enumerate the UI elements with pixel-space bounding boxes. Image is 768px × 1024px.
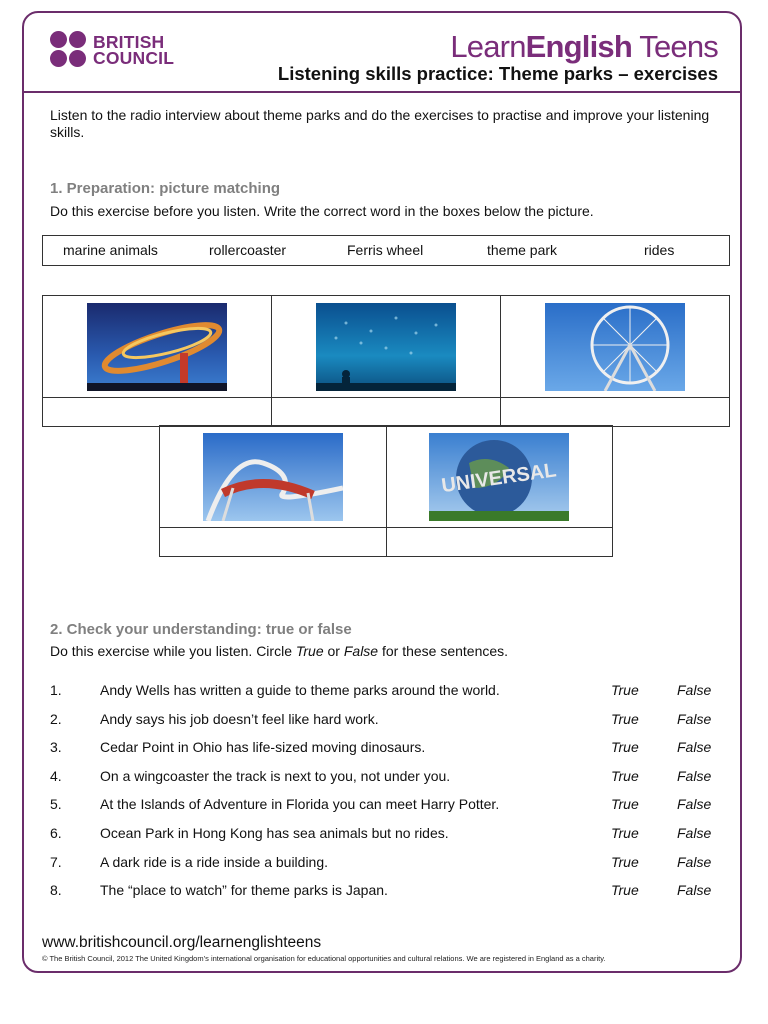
statement-row xyxy=(50,739,730,759)
section2-instruction: Do this exercise while you listen. Circle True or False for these sentences. xyxy=(50,643,509,659)
false-option[interactable]: False xyxy=(677,682,712,698)
statement-text: A dark ride is a ride inside a building. xyxy=(100,853,329,870)
intro-text: Listen to the radio interview about theme parks and do the exercises to practise and improve your listening skills. xyxy=(50,107,710,140)
answer-box[interactable] xyxy=(43,398,272,427)
true-option[interactable]: True xyxy=(611,710,639,727)
true-option[interactable]: True xyxy=(611,739,639,756)
statement-row xyxy=(50,796,730,816)
picture-table-bottom xyxy=(159,425,613,557)
header-rule xyxy=(24,91,740,93)
logo-dots-icon xyxy=(50,31,88,69)
statement-text: On a wingcoaster the track is next to you, not under you. xyxy=(100,767,451,784)
statement-text: Andy says his job doesn’t feel like hard work. xyxy=(100,710,379,727)
statement-text: The “place to watch” for theme parks is Japan. xyxy=(100,882,388,899)
statement-text: Ocean Park in Hong Kong has sea animals but no rides. xyxy=(100,825,449,841)
statement-number: 2. xyxy=(50,710,62,727)
statement-row xyxy=(50,711,730,731)
british-council-logo xyxy=(50,31,174,69)
footer-url[interactable]: www.britishcouncil.org/learnenglishteens xyxy=(42,934,322,951)
section1-heading: 1. Preparation: picture matching xyxy=(50,180,281,197)
true-option[interactable]: True xyxy=(611,796,639,813)
word-item: theme park xyxy=(487,242,558,258)
statement-row xyxy=(50,882,730,902)
picture-table-top xyxy=(42,295,730,427)
word-item: marine animals xyxy=(63,242,158,258)
true-option[interactable]: True xyxy=(611,882,639,899)
word-item: rollercoaster xyxy=(209,242,287,258)
statement-number: 8. xyxy=(50,882,62,899)
statement-text: Cedar Point in Ohio has life-sized moving dinosaurs. xyxy=(100,739,426,756)
picture-cell xyxy=(160,426,387,528)
true-option[interactable]: True xyxy=(611,767,639,784)
false-option[interactable]: False xyxy=(677,710,712,727)
universal-globe-photo xyxy=(429,433,569,521)
word-item: Ferris wheel xyxy=(347,242,424,258)
learnenglish-teens-logo: LearnEnglish Teens xyxy=(450,29,718,64)
statement-number: 7. xyxy=(50,853,62,870)
statement-row xyxy=(50,682,730,702)
false-option[interactable]: False xyxy=(677,825,712,841)
picture-cell xyxy=(43,296,272,398)
false-option[interactable]: False xyxy=(677,796,712,813)
statement-text: Andy Wells has written a guide to theme parks around the world. xyxy=(100,682,500,698)
false-option[interactable]: False xyxy=(677,882,712,899)
statement-text: At the Islands of Adventure in Florida you can meet Harry Potter. xyxy=(100,796,500,813)
logo-line-1: BRITISH xyxy=(93,32,165,52)
ferris-wheel-photo xyxy=(545,303,685,391)
false-option[interactable]: False xyxy=(677,853,712,870)
aquarium-photo xyxy=(316,303,456,391)
statement-number: 6. xyxy=(50,825,62,841)
false-option[interactable]: False xyxy=(677,767,712,784)
answer-box[interactable] xyxy=(272,398,501,427)
picture-cell xyxy=(501,296,730,398)
statement-row xyxy=(50,825,730,845)
true-option[interactable]: True xyxy=(611,853,639,870)
true-option[interactable]: True xyxy=(611,682,639,698)
statement-number: 4. xyxy=(50,767,62,784)
answer-box[interactable] xyxy=(501,398,730,427)
word-item: rides xyxy=(644,242,675,258)
statement-number: 3. xyxy=(50,739,62,756)
statement-row xyxy=(50,768,730,788)
word-box xyxy=(42,235,730,266)
rollercoaster-photo xyxy=(203,433,343,521)
spinning-ride-photo xyxy=(87,303,227,391)
answer-box[interactable] xyxy=(160,528,387,557)
true-option[interactable]: True xyxy=(611,825,639,841)
page-title: Listening skills practice: Theme parks – exercises xyxy=(277,63,718,84)
statement-row xyxy=(50,854,730,874)
statement-number: 1. xyxy=(50,682,62,698)
false-option[interactable]: False xyxy=(677,739,712,756)
picture-cell xyxy=(272,296,501,398)
answer-box[interactable] xyxy=(386,528,613,557)
section2-heading: 2. Check your understanding: true or false xyxy=(50,621,352,638)
section1-instruction: Do this exercise before you listen. Write the correct word in the boxes below the picture. xyxy=(50,203,594,219)
svg-text:UNIVERSAL: UNIVERSAL xyxy=(440,458,558,497)
picture-cell xyxy=(386,426,613,528)
footer-copyright: © The British Council, 2012 The United Kingdom’s international organisation for educational opportunities and cultural relations. We are registered in England as a charity. xyxy=(42,954,606,963)
statement-number: 5. xyxy=(50,796,62,813)
logo-line-2: COUNCIL xyxy=(93,48,175,68)
